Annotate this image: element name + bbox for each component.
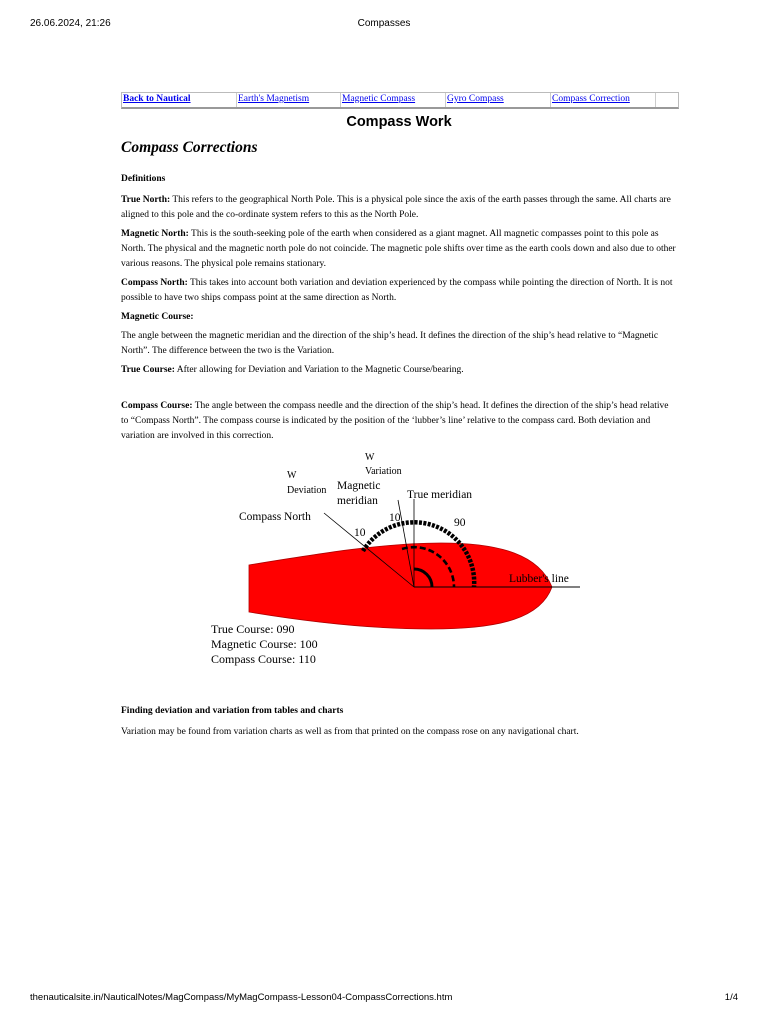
term-magnetic-north: Magnetic North: [121,229,189,239]
nav-link-compass-correction[interactable]: Compass Correction [552,94,630,104]
print-url: thenauticalsite.in/NauticalNotes/MagCompass/MyMagCompass-Lesson04-CompassCorrections.htm [30,992,453,1003]
spacer [121,382,677,399]
label-compass-north: Compass North [239,511,311,523]
paragraph-magnetic-course: The angle between the magnetic meridian and the direction of the ship’s head. It defines the direction of the ship’s head relative to “Magnetic North”. The difference between the two is the Variation. [121,331,659,356]
term-compass-course: Compass Course: [121,401,193,411]
text-true-north: This refers to the geographical North Pole. This is a physical pole since the axis of the earth passes through the same. All charts are aligned to this pole and the co-ordinate system refers to this as the North Pole. [121,195,671,220]
label-compass-course: Compass Course: 110 [211,652,316,666]
label-variation: Variation [365,466,402,477]
print-title: Compasses [357,18,411,29]
nav-link-back-to-nautical[interactable]: Back to Nautical [123,94,191,104]
label-true-meridian: True meridian [407,489,473,501]
label-w-variation: W [365,452,375,463]
term-true-north: True North: [121,195,171,205]
finding-heading: Finding deviation and variation from tables and charts [121,706,344,716]
print-header [30,18,738,32]
text-compass-course: The angle between the compass needle and the direction of the ship’s head. It defines the direction of the ship’s head relative to “Compass North”. The compass course is indicated by the position of the ‘lubber’s line’ relative to the compass card. Both deviation and variation are involved in this correction. [121,401,669,441]
label-ten-compass: 10 [354,527,366,539]
label-ten-magnetic: 10 [389,512,401,524]
finding-text: Variation may be found from variation charts as well as from that printed on the compass rose on any navigational chart. [121,727,579,737]
compass-course-diagram [121,451,677,706]
section-title: Compass Corrections [121,139,258,156]
term-compass-north: Compass North: [121,278,188,288]
paragraph-compass-north [121,276,677,306]
ship-hull [249,543,552,629]
nav-link-earths-magnetism[interactable]: Earth's Magnetism [238,94,310,104]
paragraph-true-course [121,363,677,378]
text-compass-north: This takes into account both variation and deviation experienced by the compass while pointing the direction of North. It is not possible to have two ships compass point at the same direction as North. [121,278,673,303]
paragraph-magnetic-north [121,227,677,272]
nav-bar [121,92,679,109]
label-magnetic-course: Magnetic Course: 100 [211,637,318,651]
label-meridian: meridian [337,495,378,507]
nav-cell-gyro-compass [446,93,551,107]
nav-link-magnetic-compass[interactable]: Magnetic Compass [342,94,416,104]
nav-link-gyro-compass[interactable]: Gyro Compass [447,94,504,104]
term-true-course: True Course: [121,365,175,375]
page-heading: Compass Work [346,114,452,130]
diagram-svg [121,451,677,706]
paragraph-magnetic-course-heading [121,310,677,325]
label-magnetic: Magnetic [337,480,381,492]
text-true-course: After allowing for Deviation and Variation to the Magnetic Course/bearing. [174,365,464,375]
print-date: 26.06.2024, 21:26 [30,18,111,29]
label-deviation: Deviation [287,485,327,496]
text-magnetic-north: This is the south-seeking pole of the earth when considered as a giant magnet. All magnetic compasses point to this pole as North. The physical and the magnetic north pole do not coincide. The magnetic pole shifts over time as the earth cools down and also due to other various reasons. The physical pole remains stationary. [121,229,676,269]
nav-cell-earths-magnetism [237,93,341,107]
nav-cell-compass-correction [551,93,656,107]
nav-cell-back [122,93,237,107]
label-ninety: 90 [454,517,466,529]
main-content [121,114,677,744]
label-true-course: True Course: 090 [211,622,295,636]
paragraph-true-north [121,193,677,223]
label-lubbers-line: Lubber's line [509,573,569,585]
paragraph-compass-course [121,399,677,444]
print-page-number: 1/4 [724,992,738,1003]
print-footer [30,992,738,1006]
nav-cell-magnetic-compass [341,93,446,107]
nav-cell-empty [656,93,678,107]
label-w-deviation: W [287,470,297,481]
term-magnetic-course: Magnetic Course: [121,312,194,322]
definitions-heading: Definitions [121,174,166,184]
